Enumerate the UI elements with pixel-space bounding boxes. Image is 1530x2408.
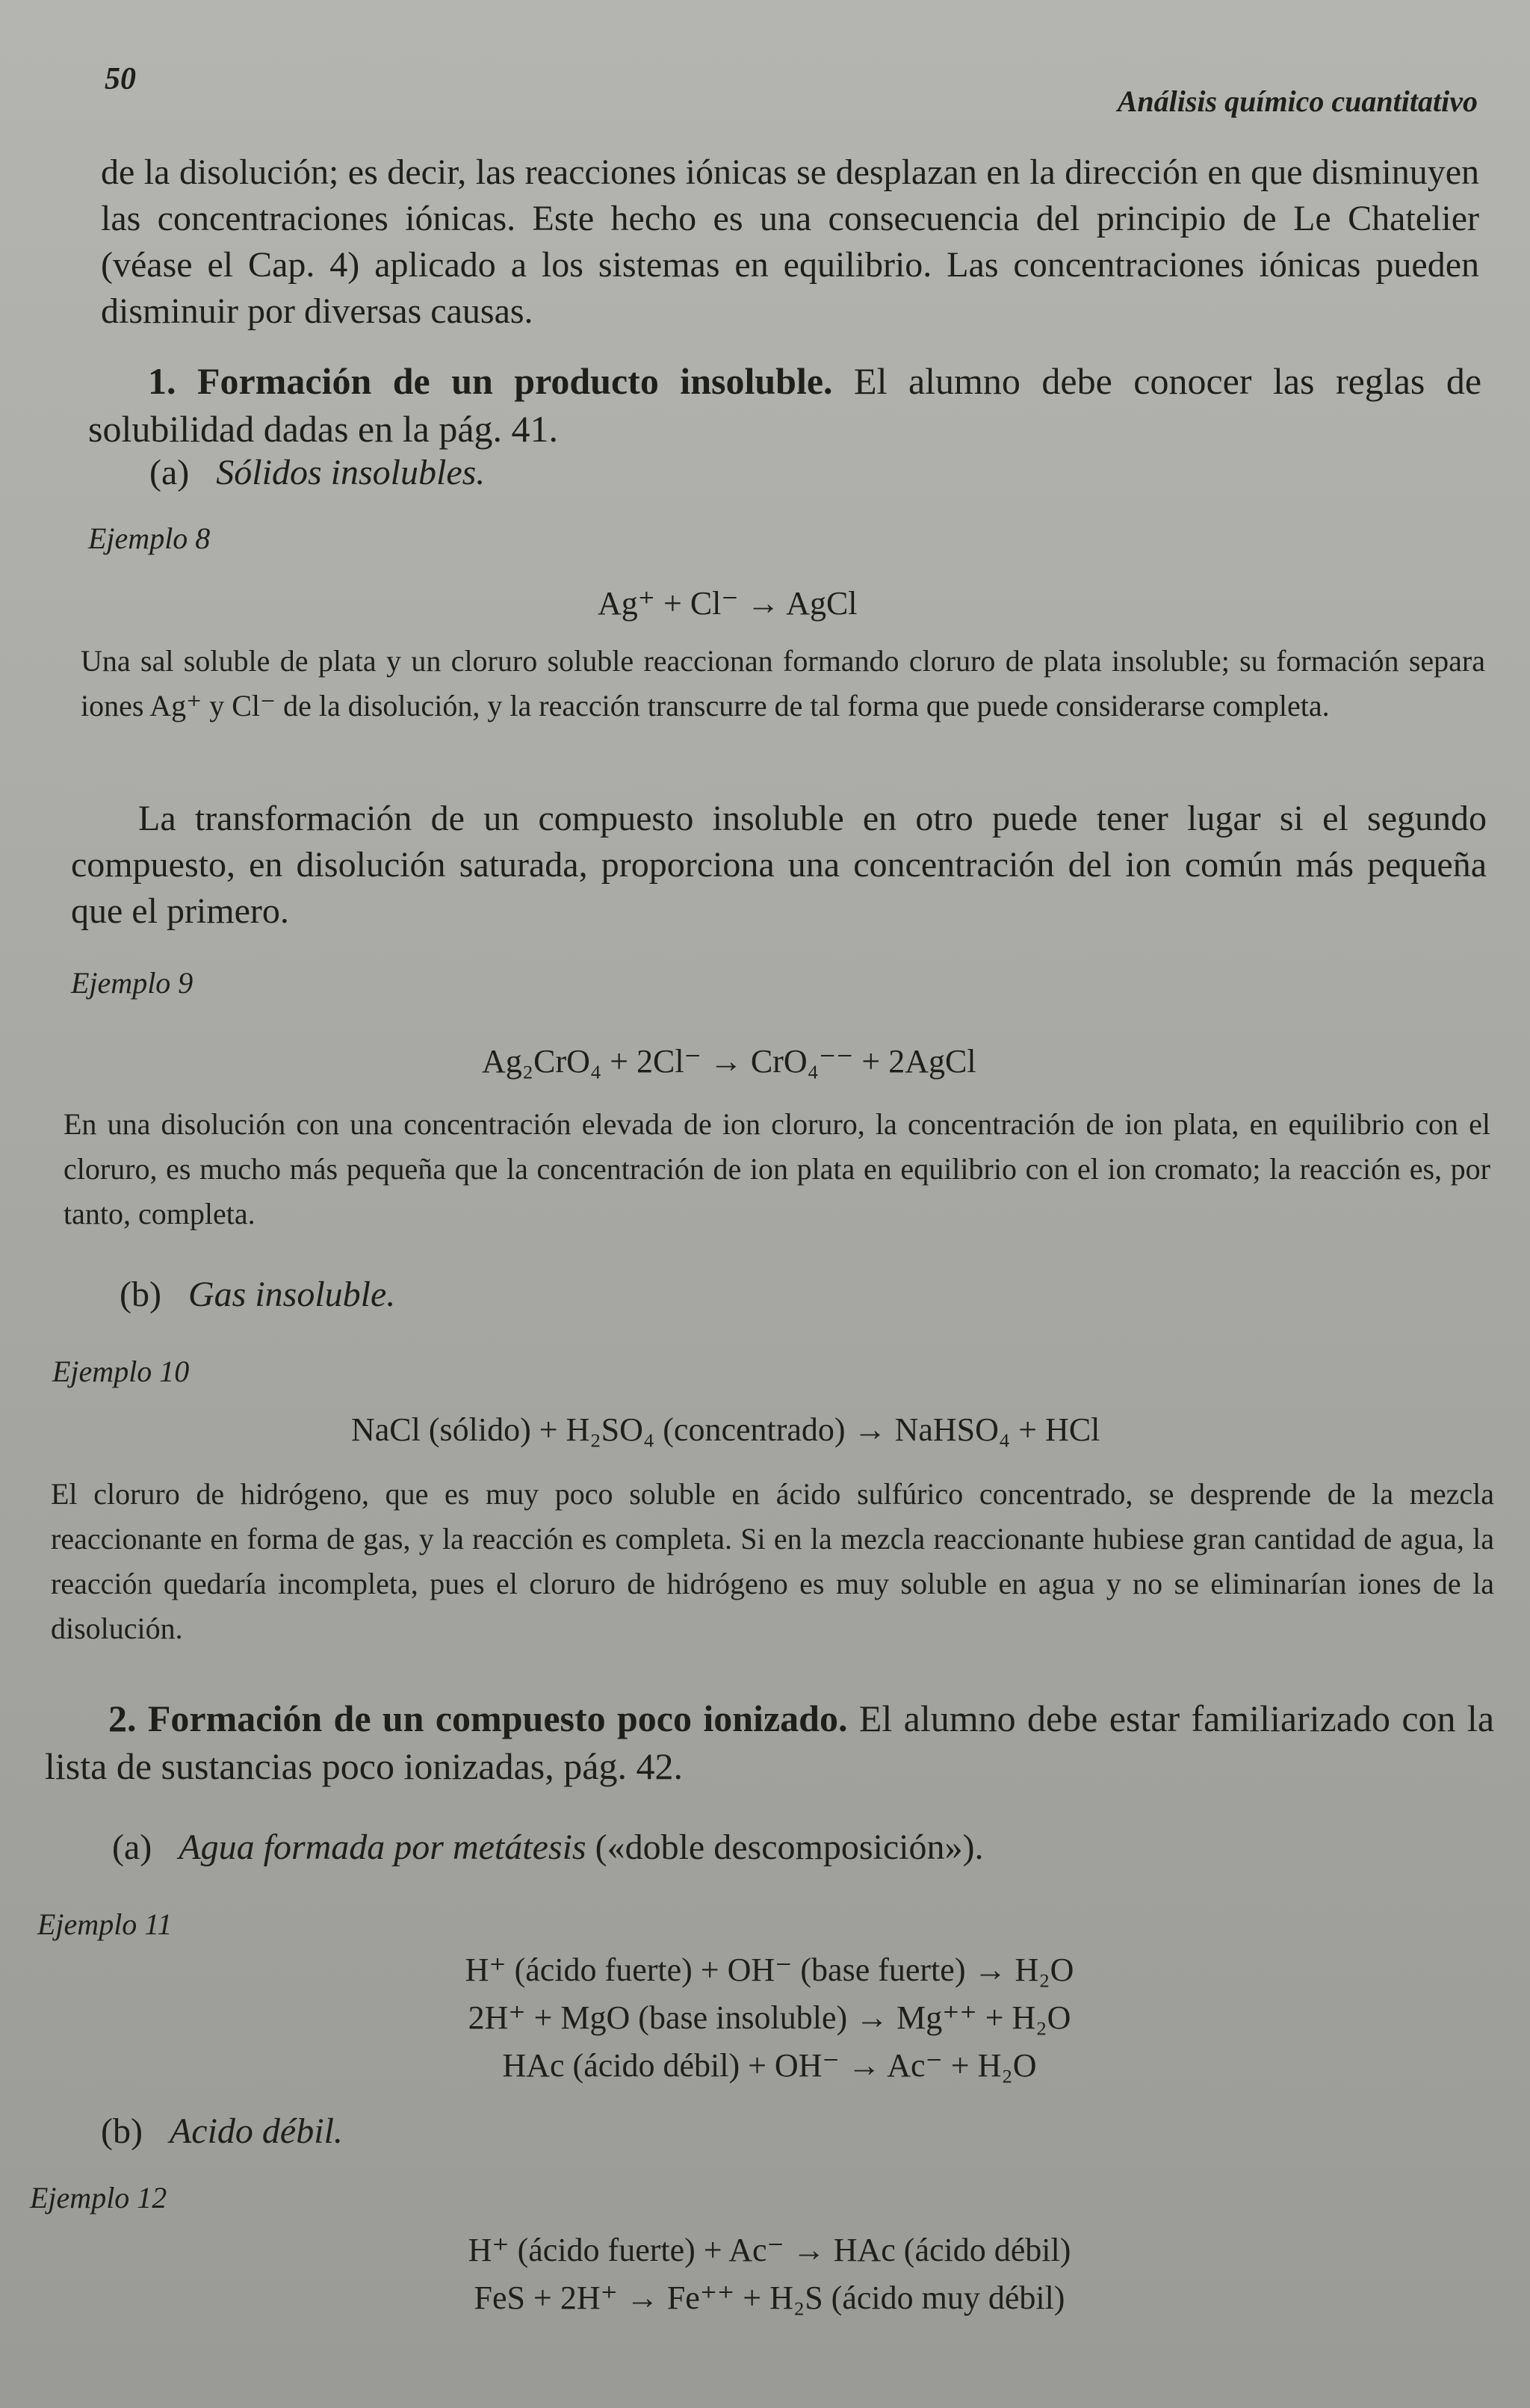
- equation-line: H⁺ (ácido fuerte) + Ac⁻ → HAc (ácido débil): [468, 2232, 1071, 2268]
- example-10-text: El cloruro de hidrógeno, que es muy poco soluble en ácido sulfúrico concentrado, se desprende de la mezcla reaccionante en forma de gas, y la reacción es completa. Si en la mezcla reaccionante hubiese gran cantidad de agua, la reacción quedaría incompleta, pues el cloruro de hidrógeno es muy soluble en agua y no se eliminarían iones de la disolución.: [51, 1477, 1494, 1645]
- transformation-paragraph: La transformación de un compuesto insoluble en otro puede tener lugar si el segundo compuesto, en disolución saturada, proporciona una concentración del ion común más pequeña que el primero.: [71, 799, 1487, 931]
- subsection-label: (a): [112, 1827, 152, 1867]
- example-8-text: Una sal soluble de plata y un cloruro soluble reaccionan formando cloruro de plata insoluble; su formación separa iones Ag⁺ y Cl⁻ de la disolución, y la reacción transcurre de tal forma que puede considerarse completa.: [81, 644, 1485, 722]
- intro-paragraph: de la disolución; es decir, las reacciones iónicas se desplazan en la dirección en que disminuyen las concentraciones iónicas. Este hecho es una consecuencia del principio de Le Chatelier (véase el Cap. 4) aplicado a los sistemas en equilibrio. Las concentraciones iónicas pueden disminuir por diversas causas.: [101, 152, 1479, 331]
- example-11-label: Ejemplo 11: [37, 1907, 173, 1941]
- example-8-equation: Ag⁺ + Cl⁻ → AgCl: [598, 585, 858, 622]
- subsection-title: Sólidos insolubles.: [216, 453, 486, 492]
- section-1-title: 1. Formación de un producto insoluble.: [148, 360, 833, 402]
- section-2-text: El alumno debe estar familiarizado con la lista de sustancias poco ionizadas, pág. 42.: [45, 1697, 1495, 1787]
- equation-line: HAc (ácido débil) + OH⁻ → Ac⁻ + H₂O: [502, 2047, 1037, 2084]
- equation-line: H⁺ (ácido fuerte) + OH⁻ (base fuerte) → H₂O: [465, 1952, 1074, 1988]
- example-9-equation: Ag₂CrO₄ + 2Cl⁻ → CrO₄⁻⁻ + 2AgCl: [482, 1043, 976, 1080]
- example-9-label: Ejemplo 9: [71, 966, 193, 1000]
- example-8-label: Ejemplo 8: [88, 521, 211, 555]
- example-11-equations: [374, 1946, 1165, 2090]
- running-title: Análisis químico cuantitativo: [1117, 84, 1478, 118]
- subsection-label: (a): [149, 453, 190, 492]
- section-2-heading: [45, 1694, 1494, 1790]
- subsection-2a: [112, 1827, 984, 1868]
- page-number: 50: [105, 62, 136, 96]
- example-10-label: Ejemplo 10: [52, 1355, 190, 1388]
- example-12-equations: [374, 2226, 1165, 2322]
- section-1-text: El alumno debe conocer las reglas de solubilidad dadas en la pág. 41.: [88, 360, 1482, 450]
- example-10-equation: NaCl (sólido) + H₂SO₄ (concentrado) → NaHSO₄ + HCl: [351, 1411, 1100, 1448]
- subsection-1a: [149, 452, 485, 493]
- subsection-title: Acido débil.: [169, 2111, 343, 2151]
- equation-line: 2H⁺ + MgO (base insoluble) → Mg⁺⁺ + H₂O: [468, 1999, 1071, 2036]
- subsection-title: Gas insoluble.: [188, 1275, 396, 1314]
- section-2-title: 2. Formación de un compuesto poco ionizado.: [108, 1697, 848, 1739]
- subsection-title: Agua formada por metátesis: [179, 1827, 586, 1867]
- subsection-1b: [120, 1274, 395, 1315]
- subsection-label: (b): [120, 1275, 161, 1314]
- section-1-heading: [88, 357, 1481, 453]
- subsection-label: (b): [101, 2111, 143, 2151]
- example-12-label: Ejemplo 12: [30, 2181, 167, 2214]
- subsection-2b: [101, 2111, 343, 2152]
- equation-line: FeS + 2H⁺ → Fe⁺⁺ + H₂S (ácido muy débil): [474, 2279, 1065, 2316]
- subsection-extra: («doble descomposición»).: [595, 1827, 984, 1867]
- example-9-text: En una disolución con una concentración elevada de ion cloruro, la concentración de ion plata, en equilibrio con el cloruro, es mucho más pequeña que la concentración de ion plata en equilibrio con el ion cromato; la reacción es, por tanto, completa.: [64, 1107, 1490, 1231]
